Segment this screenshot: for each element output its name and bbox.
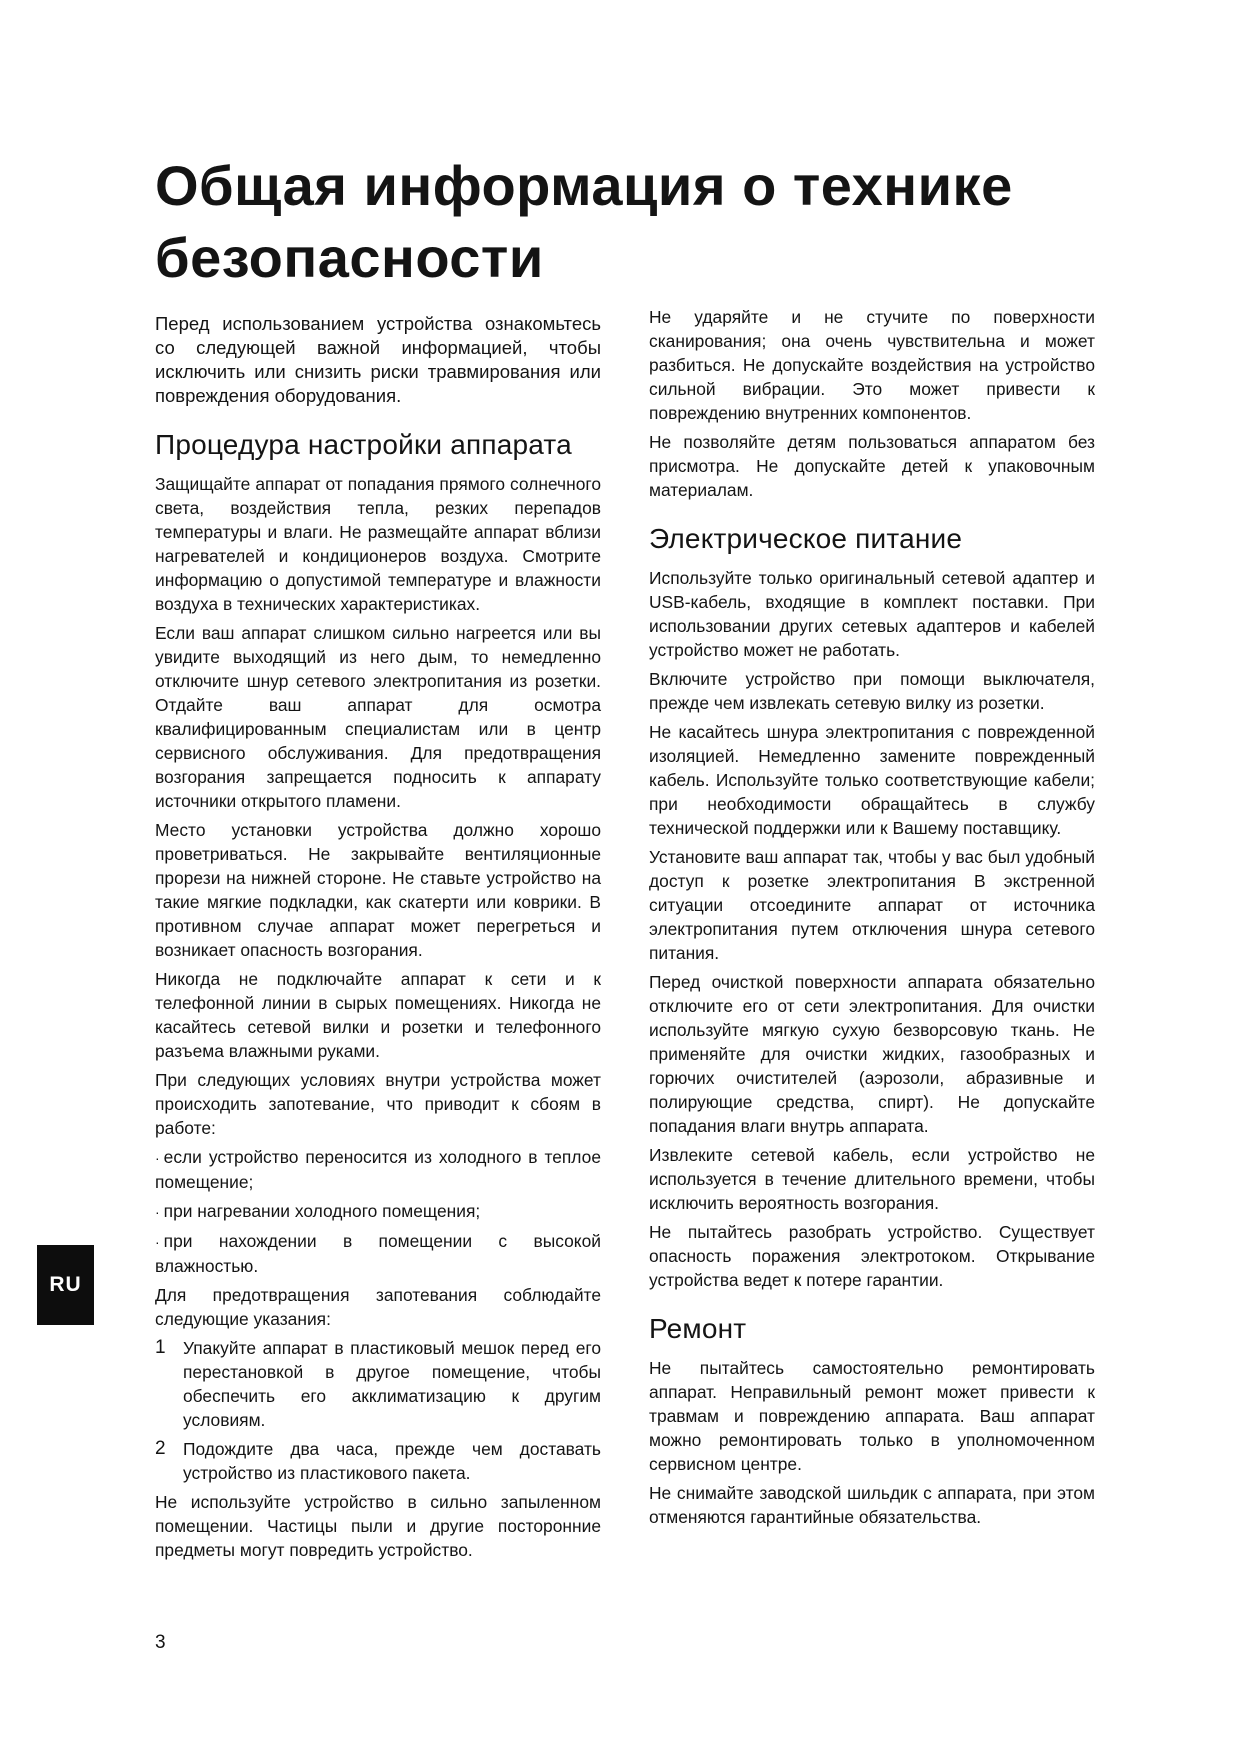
- bullet-text: при нахождении в помещении с высокой влажностью.: [155, 1231, 601, 1276]
- section-heading-repair: Ремонт: [649, 1313, 747, 1344]
- page-title: Общая информация о технике безопасности: [155, 154, 1013, 289]
- right-column: [649, 305, 1095, 1534]
- item-text: Упакуйте аппарат в пластиковый мешок перед его перестановкой в другое помещение, чтобы обеспечить его акклиматизацию к другим условиям.: [183, 1338, 601, 1430]
- section-heading-power: Электрическое питание: [649, 523, 963, 554]
- paragraph: Если ваш аппарат слишком сильно нагреется или вы увидите выходящий из него дым, то немедленно отключите шнур сетевого электропитания из розетки. Отдайте ваш аппарат для осмотра квалифицированным специалистам или в центр сервисного обслуживания. Для предотвращения возгорания запрещается подносить к аппарату источники открытого пламени.: [155, 623, 601, 811]
- paragraph: Для предотвращения запотевания соблюдайте следующие указания:: [155, 1285, 601, 1329]
- paragraph: Не пытайтесь самостоятельно ремонтировать аппарат. Неправильный ремонт может привести к травмам и повреждению аппарата. Ваш аппарат можно ремонтировать только в уполномоченном сервисном центре.: [649, 1358, 1095, 1474]
- bullet-item: [155, 1229, 601, 1278]
- paragraph: Не пытайтесь разобрать устройство. Существует опасность поражения электротоком. Открывание устройства ведет к потере гарантии.: [649, 1222, 1095, 1290]
- paragraph: Никогда не подключайте аппарат к сети и к телефонной линии в сырых помещениях. Никогда не касайтесь сетевой вилки и розетки и телефонного разъема влажными руками.: [155, 969, 601, 1061]
- item-number: 2: [155, 1438, 166, 1459]
- paragraph: Не снимайте заводской шильдик с аппарата, при этом отменяются гарантийные обязательства.: [649, 1483, 1095, 1527]
- paragraph: Не позволяйте детям пользоваться аппаратом без присмотра. Не допускайте детей к упаковочным материалам.: [649, 432, 1095, 500]
- paragraph: Защищайте аппарат от попадания прямого солнечного света, воздействия тепла, резких перепадов температуры и влаги. Не размещайте аппарат вблизи нагревателей и кондиционеров воздуха. Смотрите информацию о допустимой температуре и влажности воздуха в технических характеристиках.: [155, 474, 601, 614]
- paragraph: Установите ваш аппарат так, чтобы у вас был удобный доступ к розетке электропитания В экстренной ситуации отсоедините аппарат от источника электропитания путем отключения шнура сетевого питания.: [649, 847, 1095, 963]
- bullet-dot-icon: ·: [155, 1234, 160, 1250]
- bullet-text: при нагревании холодного помещения;: [163, 1201, 481, 1221]
- bullet-text: если устройство переносится из холодного в теплое помещение;: [155, 1147, 601, 1192]
- paragraph: Не ударяйте и не стучите по поверхности сканирования; она очень чувствительна и может разбиться. Не допускайте воздействия на устройство сильной вибрации. Это может привести к повреждению внутренних компонентов.: [649, 307, 1095, 423]
- bullet-dot-icon: ·: [155, 1150, 160, 1166]
- paragraph: При следующих условиях внутри устройства может происходить запотевание, что приводит к сбоям в работе:: [155, 1070, 601, 1138]
- section-heading-setup: Процедура настройки аппарата: [155, 429, 572, 460]
- language-tab: RU: [37, 1245, 94, 1325]
- left-column: [155, 312, 601, 1567]
- paragraph: Перед очисткой поверхности аппарата обязательно отключите его от сети электропитания. Для очистки используйте мягкую сухую безворсовую ткань. Не применяйте для очистки жидких, газообразных и горючих очистителей (аэрозоли, абразивные и полирующие средства, спирт). Не допускайте попадания влаги внутрь аппарата.: [649, 972, 1095, 1136]
- item-number: 1: [155, 1337, 166, 1358]
- numbered-item: [155, 1437, 601, 1485]
- numbered-item: [155, 1336, 601, 1432]
- paragraph: Используйте только оригинальный сетевой адаптер и USB-кабель, входящие в комплект поставки. При использовании других сетевых адаптеров и кабелей устройство может не работать.: [649, 568, 1095, 660]
- page-number: 3: [155, 1632, 166, 1653]
- item-text: Подождите два часа, прежде чем доставать устройство из пластикового пакета.: [183, 1439, 601, 1483]
- paragraph: Включите устройство при помощи выключателя, прежде чем извлекать сетевую вилку из розетки.: [649, 669, 1095, 713]
- paragraph: Не касайтесь шнура электропитания с поврежденной изоляцией. Немедленно замените поврежденный кабель. Используйте только соответствующие кабели; при необходимости обращайтесь в службу технической поддержки или к Вашему поставщику.: [649, 722, 1095, 838]
- paragraph: Место установки устройства должно хорошо проветриваться. Не закрывайте вентиляционные прорези на нижней стороне. Не ставьте устройство на такие мягкие подкладки, как скатерти или коврики. В противном случае аппарат может перегреться и возникает опасность возгорания.: [155, 820, 601, 960]
- bullet-item: [155, 1145, 601, 1194]
- paragraph: Не используйте устройство в сильно запыленном помещении. Частицы пыли и другие посторонние предметы могут повредить устройство.: [155, 1492, 601, 1560]
- paragraph: Извлеките сетевой кабель, если устройство не используется в течение длительного времени, чтобы исключить вероятность возгорания.: [649, 1145, 1095, 1213]
- bullet-item: [155, 1199, 601, 1224]
- intro-paragraph: Перед использованием устройства ознакомьтесь со следующей важной информацией, чтобы исключить или снизить риски травмирования или повреждения оборудования.: [155, 313, 601, 406]
- bullet-dot-icon: ·: [155, 1204, 160, 1220]
